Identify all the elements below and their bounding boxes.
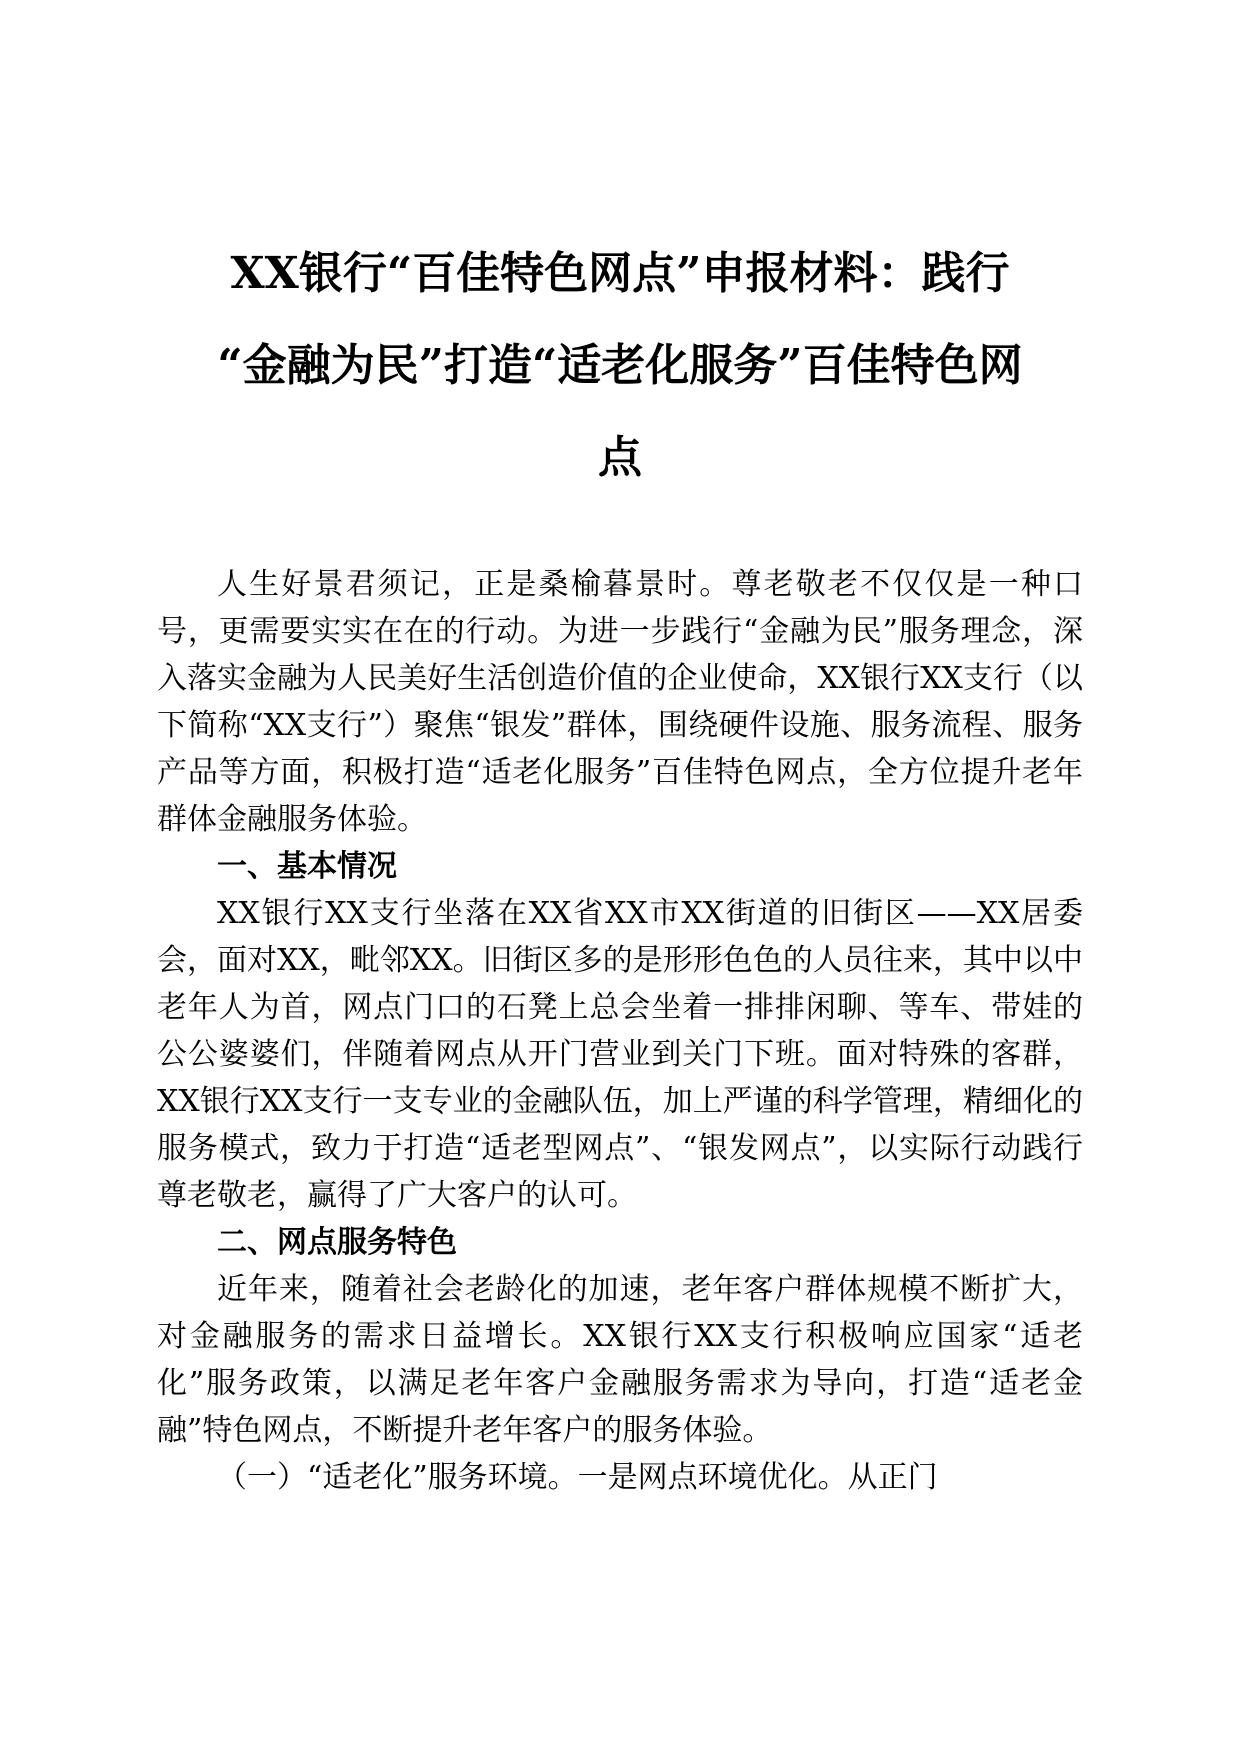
section-heading-basic-info: 一、基本情况 — [217, 849, 397, 884]
section-heading-service-features: 二、网点服务特色 — [217, 1225, 457, 1260]
basic-info-paragraph: XX银行XX支行坐落在XX省XX市XX街道的旧街区——XX居委会，面对XX，毗邻XX。旧街区多的是形形色色的人员往来，其中以中老年人为首，网点门口的石凳上总会坐着一排排闲聊、等车、带娃的公公婆婆们，伴随着网点从开门营业到关门下班。面对特殊的客群，XX银行XX支行一支专业的金融队伍，加上严谨的科学管理，精细化的服务模式，致力于打造“适老型网点”、“银发网点”，以实际行动践行尊老敬老，赢得了广大客户的认可。 — [157, 896, 1083, 1213]
title-line-2: “金融为民”打造“适老化服务”百佳特色网 — [217, 340, 1023, 391]
document-title — [155, 228, 1085, 504]
service-features-paragraph: 近年来，随着社会老龄化的加速，老年客户群体规模不断扩大，对金融服务的需求日益增长。XX银行XX支行积极响应国家“适老化”服务政策，以满足老年客户金融服务需求为导向，打造“适老金融”特色网点，不断提升老年客户的服务体验。 — [157, 1272, 1083, 1448]
intro-paragraph: 人生好景君须记，正是桑榆暮景时。尊老敬老不仅仅是一种口号，更需要实实在在的行动。为进一步践行“金融为民”服务理念，深入落实金融为人民美好生活创造价值的企业使命，XX银行XX支行（以下简称“XX支行”）聚焦“银发”群体，围绕硬件设施、服务流程、服务产品等方面，积极打造“适老化服务”百佳特色网点，全方位提升老年群体金融服务体验。 — [157, 567, 1083, 837]
document-body — [157, 561, 1083, 1501]
subsection-paragraph: （一）“适老化”服务环境。一是网点环境优化。从正门 — [217, 1460, 938, 1495]
title-line-3: 点 — [598, 432, 642, 483]
title-line-1: XX银行“百佳特色网点”申报材料：践行 — [230, 248, 1010, 299]
